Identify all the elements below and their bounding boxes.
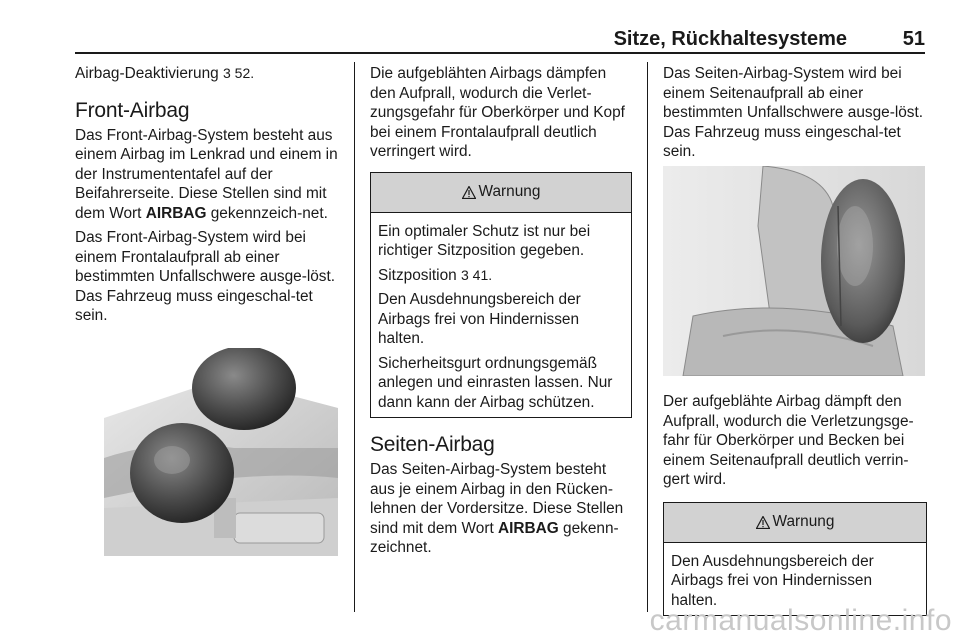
column-3 — [663, 64, 927, 167]
intro-paragraph: Airbag-Deaktivierung 3 52. — [75, 65, 255, 82]
airbag-effect-paragraph: Die aufgeblähten Airbags dämpfen den Aufprall, wodurch die Verlet-zungsgefahr für Oberkörper und Kopf bei einem Frontalaufprall deutlich verringert wird. — [370, 65, 625, 160]
front-airbag-paragraph-1: Das Front-Airbag-System besteht aus einem Airbag im Lenkrad und einem in der Instrumententafel auf der Beifahrerseite. Diese Stellen sind mit dem Wort AIRBAG gekennzeich-net. — [75, 126, 338, 222]
heading-front-airbag: Front-Airbag — [75, 98, 190, 122]
column-divider-1 — [354, 62, 355, 612]
warning-icon — [462, 186, 476, 199]
watermark: carmanualsonline.info — [649, 604, 952, 637]
column-1 — [75, 64, 343, 331]
page-header — [75, 28, 925, 52]
warning-text: Ein optimaler Schutz ist nur bei richtiger Sitzposition gegeben. — [378, 222, 591, 259]
warning-body — [371, 213, 631, 418]
warning-text: Sicherheitsgurt ordnungsgemäß anlegen und einrasten lassen. Nur dann kann der Airbag schützen. — [378, 354, 613, 411]
warning-text: Den Ausdehnungsbereich der Airbags frei von Hindernissen halten. — [671, 552, 874, 609]
warning-icon — [756, 516, 770, 529]
section-title: Sitze, Rückhaltesysteme — [613, 28, 847, 50]
side-airbag-paragraph: Das Seiten-Airbag-System besteht aus je einem Airbag in den Rücken-lehnen der Vordersitze. Diese Stellen sind mit dem Wort AIRBAG gekenn-zeichnet. — [370, 461, 624, 556]
warning-box-2 — [663, 502, 927, 617]
column-3-lower — [663, 392, 927, 616]
column-divider-2 — [647, 62, 648, 612]
front-airbag-paragraph-2: Das Front-Airbag-System wird bei einem Frontalaufprall ab einer bestimmten Unfallschwere ausge-löst. Das Fahrzeug muss eingeschal-tet sein. — [75, 229, 336, 324]
warning-header: Warnung — [664, 503, 926, 543]
warning-box-1 — [370, 172, 632, 419]
front-airbag-illustration — [104, 348, 338, 556]
page-number: 51 — [902, 28, 925, 50]
header-divider — [75, 52, 925, 54]
warning-text: Sitzposition 3 41. — [378, 266, 493, 284]
column-2 — [370, 64, 632, 563]
page-reference[interactable]: 3 52. — [223, 65, 255, 81]
page-reference[interactable]: 3 41. — [461, 266, 493, 283]
side-airbag-trigger-paragraph: Das Seiten-Airbag-System wird bei einem Seitenaufprall ab einer bestimmten Unfallschwere ausge-löst. Das Fahrzeug muss eingeschal-tet sein. — [663, 65, 924, 160]
warning-header: Warnung — [371, 173, 631, 213]
side-airbag-effect-paragraph: Der aufgeblähte Airbag dämpft den Aufprall, wodurch die Verletzungsge-fahr für Oberkörper und Becken bei einem Seitenaufprall deutlich verrin-gert wird. — [663, 393, 914, 488]
warning-text: Den Ausdehnungsbereich der Airbags frei von Hindernissen halten. — [378, 291, 581, 347]
side-airbag-illustration — [663, 166, 925, 376]
heading-side-airbag: Seiten-Airbag — [370, 433, 495, 456]
